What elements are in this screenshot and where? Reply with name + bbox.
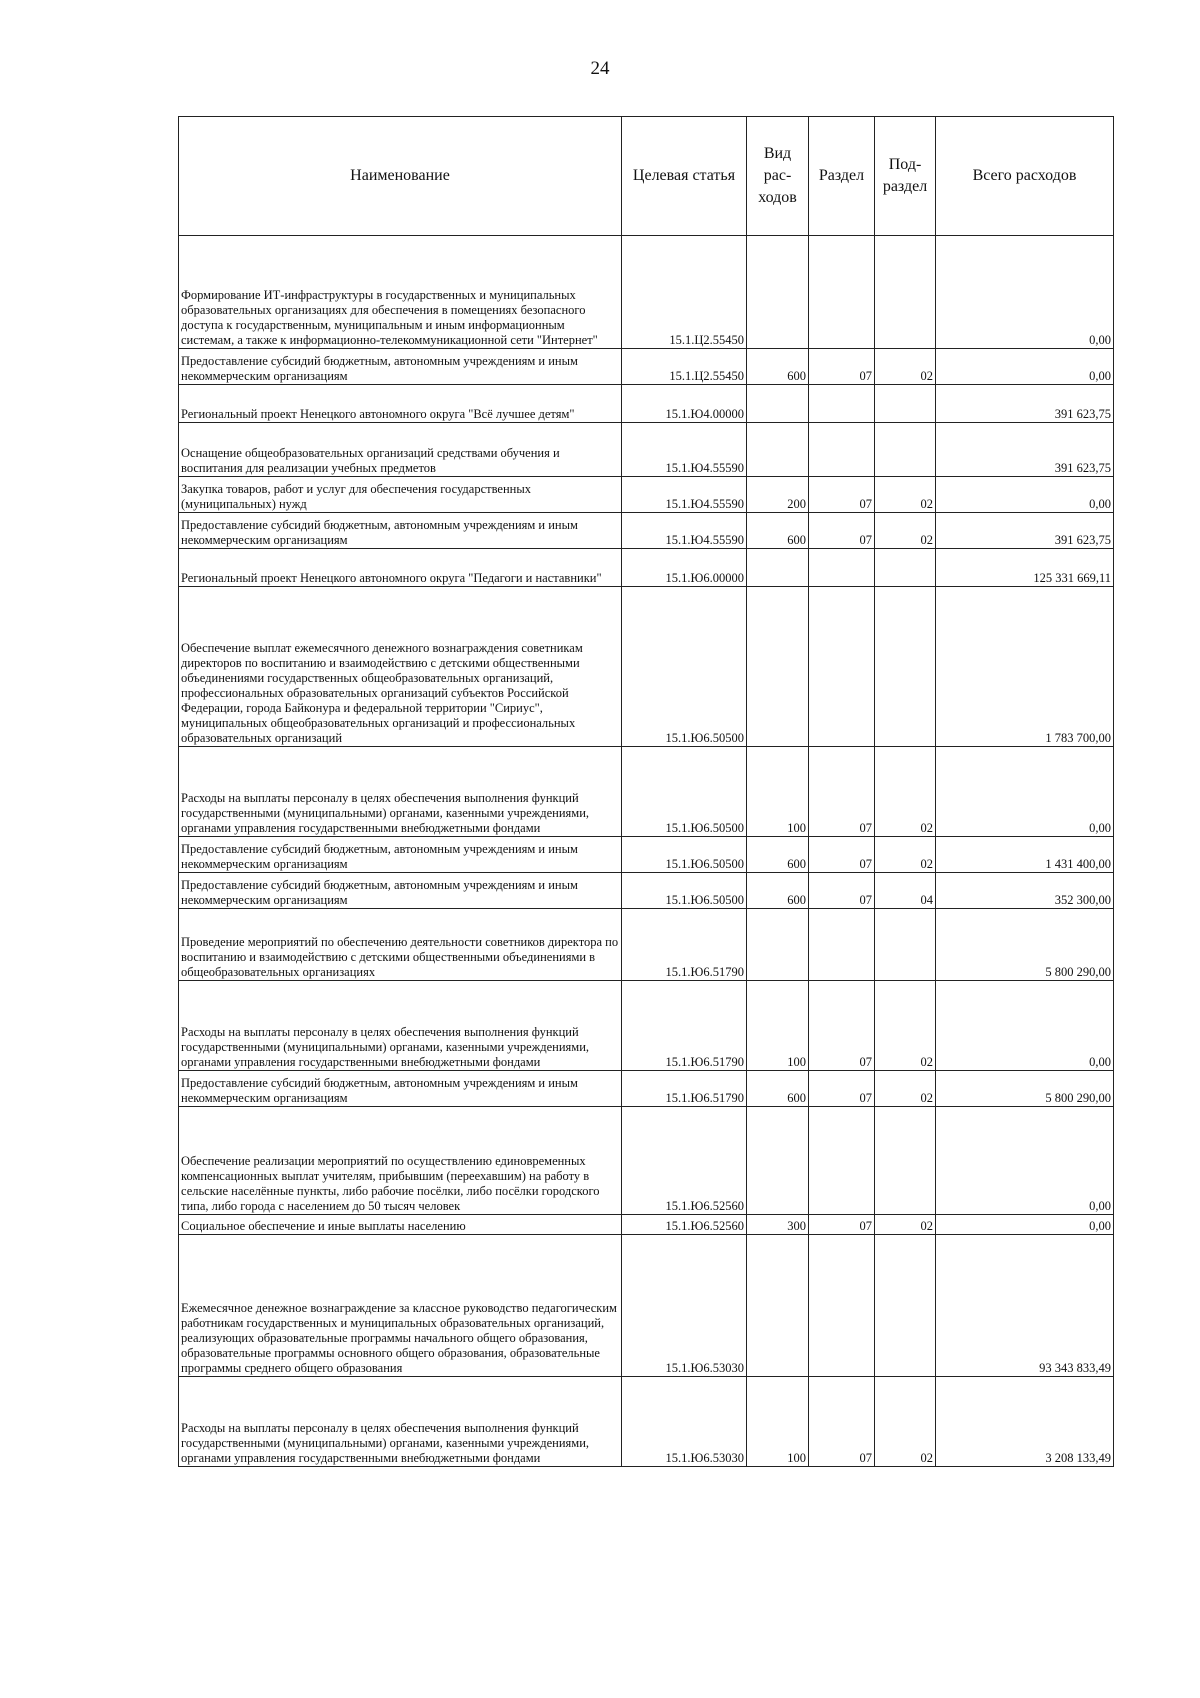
table-row (179, 981, 1114, 1071)
row-podrazdel (875, 909, 936, 981)
row-total: 125 331 669,11 (936, 549, 1114, 587)
row-name: Обеспечение реализации мероприятий по осуществлению единовременных компенсационных выплат учителям, прибывшим (переехавшим) на работу в сельские населённые пункты, либо рабочие посёлки, либо посёлки городского типа, либо города с населением до 50 тысяч человек (179, 1107, 622, 1215)
row-razdel (809, 1235, 875, 1377)
table-row (179, 513, 1114, 549)
row-razdel: 07 (809, 1377, 875, 1467)
row-vid: 200 (747, 477, 809, 513)
row-podrazdel: 04 (875, 873, 936, 909)
row-vid: 600 (747, 873, 809, 909)
row-razdel: 07 (809, 513, 875, 549)
row-razdel: 07 (809, 873, 875, 909)
row-total: 0,00 (936, 1215, 1114, 1235)
row-total: 1 431 400,00 (936, 837, 1114, 873)
table-row (179, 477, 1114, 513)
row-razdel: 07 (809, 981, 875, 1071)
row-name: Оснащение общеобразовательных организаций средствами обучения и воспитания для реализации учебных предметов (179, 423, 622, 477)
row-vid (747, 423, 809, 477)
row-name: Социальное обеспечение и иные выплаты населению (179, 1215, 622, 1235)
row-podrazdel (875, 236, 936, 349)
page-number: 24 (590, 58, 610, 79)
row-razdel: 07 (809, 1215, 875, 1235)
row-podrazdel (875, 1235, 936, 1377)
row-razdel (809, 587, 875, 747)
row-podrazdel (875, 549, 936, 587)
row-razdel (809, 423, 875, 477)
row-vid: 100 (747, 747, 809, 837)
row-razdel: 07 (809, 349, 875, 385)
row-name: Закупка товаров, работ и услуг для обеспечения государственных (муниципальных) нужд (179, 477, 622, 513)
row-name: Региональный проект Ненецкого автономного округа "Всё лучшее детям" (179, 385, 622, 423)
row-name: Предоставление субсидий бюджетным, автономным учреждениям и иным некоммерческим организациям (179, 837, 622, 873)
table-row (179, 423, 1114, 477)
row-razdel: 07 (809, 1071, 875, 1107)
row-vid: 600 (747, 349, 809, 385)
row-podrazdel: 02 (875, 349, 936, 385)
row-code: 15.1.Ю6.50500 (622, 837, 747, 873)
row-total: 391 623,75 (936, 385, 1114, 423)
row-name: Расходы на выплаты персоналу в целях обеспечения выполнения функций государственными (муниципальными) органами, казенными учреждениями, органами управления государственными внебюджетными фондами (179, 981, 622, 1071)
table-row (179, 1377, 1114, 1467)
row-razdel (809, 1107, 875, 1215)
row-code: 15.1.Ю6.51790 (622, 981, 747, 1071)
row-code: 15.1.Ц2.55450 (622, 236, 747, 349)
header-podrazdel: Под-раздел (875, 117, 936, 236)
row-code: 15.1.Ю4.55590 (622, 477, 747, 513)
row-total: 0,00 (936, 747, 1114, 837)
budget-table (178, 116, 1114, 1467)
row-podrazdel: 02 (875, 477, 936, 513)
row-code: 15.1.Ю4.00000 (622, 385, 747, 423)
row-podrazdel: 02 (875, 837, 936, 873)
row-name: Региональный проект Ненецкого автономного округа "Педагоги и наставники" (179, 549, 622, 587)
table-row (179, 1215, 1114, 1235)
table-row (179, 349, 1114, 385)
row-razdel: 07 (809, 477, 875, 513)
row-podrazdel (875, 423, 936, 477)
row-razdel: 07 (809, 837, 875, 873)
header-total: Всего расходов (936, 117, 1114, 236)
table-row (179, 837, 1114, 873)
row-name: Расходы на выплаты персоналу в целях обеспечения выполнения функций государственными (муниципальными) органами, казенными учреждениями, органами управления государственными внебюджетными фондами (179, 747, 622, 837)
row-podrazdel: 02 (875, 1377, 936, 1467)
row-name: Предоставление субсидий бюджетным, автономным учреждениям и иным некоммерческим организациям (179, 349, 622, 385)
row-vid (747, 385, 809, 423)
row-podrazdel: 02 (875, 747, 936, 837)
row-total: 0,00 (936, 477, 1114, 513)
row-code: 15.1.Ю6.52560 (622, 1215, 747, 1235)
row-podrazdel (875, 385, 936, 423)
row-name: Ежемесячное денежное вознаграждение за классное руководство педагогическим работникам государственных и муниципальных образовательных организаций, реализующих образовательные программы начального общего образования, образовательные программы основного общего образования, образовательные программы среднего общего образования (179, 1235, 622, 1377)
row-total: 391 623,75 (936, 513, 1114, 549)
row-vid (747, 909, 809, 981)
row-podrazdel: 02 (875, 1071, 936, 1107)
table-row (179, 1235, 1114, 1377)
row-code: 15.1.Ю4.55590 (622, 423, 747, 477)
row-podrazdel: 02 (875, 981, 936, 1071)
row-total: 0,00 (936, 236, 1114, 349)
row-razdel (809, 549, 875, 587)
row-podrazdel: 02 (875, 1215, 936, 1235)
row-vid: 600 (747, 1071, 809, 1107)
table-row (179, 747, 1114, 837)
row-podrazdel (875, 587, 936, 747)
header-vid: Вид рас-ходов (747, 117, 809, 236)
row-code: 15.1.Ю6.53030 (622, 1377, 747, 1467)
row-code: 15.1.Ц2.55450 (622, 349, 747, 385)
table-row (179, 236, 1114, 349)
row-name: Предоставление субсидий бюджетным, автономным учреждениям и иным некоммерческим организациям (179, 873, 622, 909)
row-total: 0,00 (936, 981, 1114, 1071)
row-name: Предоставление субсидий бюджетным, автономным учреждениям и иным некоммерческим организациям (179, 513, 622, 549)
row-code: 15.1.Ю4.55590 (622, 513, 747, 549)
row-code: 15.1.Ю6.53030 (622, 1235, 747, 1377)
row-code: 15.1.Ю6.52560 (622, 1107, 747, 1215)
row-total: 3 208 133,49 (936, 1377, 1114, 1467)
row-vid: 600 (747, 837, 809, 873)
row-vid (747, 549, 809, 587)
row-code: 15.1.Ю6.50500 (622, 873, 747, 909)
row-name: Обеспечение выплат ежемесячного денежного вознаграждения советникам директоров по воспитанию и взаимодействию с детскими общественными объединениями государственных общеобразовательных организаций, профессиональных образовательных организаций субъектов Российской Федерации, города Байконура и федеральной территории "Сириус", муниципальных общеобразовательных организаций и профессиональных образовательных организаций (179, 587, 622, 747)
row-total: 5 800 290,00 (936, 909, 1114, 981)
table-row (179, 587, 1114, 747)
row-total: 352 300,00 (936, 873, 1114, 909)
row-podrazdel (875, 1107, 936, 1215)
table-row (179, 1071, 1114, 1107)
row-razdel (809, 236, 875, 349)
row-code: 15.1.Ю6.50500 (622, 747, 747, 837)
row-code: 15.1.Ю6.51790 (622, 1071, 747, 1107)
row-vid (747, 1107, 809, 1215)
row-name: Формирование ИТ-инфраструктуры в государственных и муниципальных образовательных организациях для обеспечения в помещениях безопасного доступа к государственным, муниципальным и иным информационным системам, а также к информационно-телекоммуникационной сети "Интернет" (179, 236, 622, 349)
row-name: Расходы на выплаты персоналу в целях обеспечения выполнения функций государственными (муниципальными) органами, казенными учреждениями, органами управления государственными внебюджетными фондами (179, 1377, 622, 1467)
row-code: 15.1.Ю6.00000 (622, 549, 747, 587)
table-row (179, 909, 1114, 981)
row-razdel (809, 909, 875, 981)
row-vid: 100 (747, 981, 809, 1071)
row-razdel: 07 (809, 747, 875, 837)
row-total: 1 783 700,00 (936, 587, 1114, 747)
row-code: 15.1.Ю6.50500 (622, 587, 747, 747)
header-name: Наименование (179, 117, 622, 236)
row-total: 391 623,75 (936, 423, 1114, 477)
table-row (179, 873, 1114, 909)
row-razdel (809, 385, 875, 423)
row-total: 0,00 (936, 349, 1114, 385)
row-name: Проведение мероприятий по обеспечению деятельности советников директора по воспитанию и взаимодействию с детскими общественными объединениями в общеобразовательных организациях (179, 909, 622, 981)
row-total: 0,00 (936, 1107, 1114, 1215)
table-row (179, 1107, 1114, 1215)
row-vid: 600 (747, 513, 809, 549)
row-code: 15.1.Ю6.51790 (622, 909, 747, 981)
row-vid (747, 1235, 809, 1377)
table-header-row (179, 117, 1114, 236)
row-total: 93 343 833,49 (936, 1235, 1114, 1377)
row-vid (747, 236, 809, 349)
row-vid: 100 (747, 1377, 809, 1467)
row-name: Предоставление субсидий бюджетным, автономным учреждениям и иным некоммерческим организациям (179, 1071, 622, 1107)
row-vid: 300 (747, 1215, 809, 1235)
header-razdel: Раздел (809, 117, 875, 236)
row-total: 5 800 290,00 (936, 1071, 1114, 1107)
row-vid (747, 587, 809, 747)
table-row (179, 385, 1114, 423)
header-code: Целевая статья (622, 117, 747, 236)
table-row (179, 549, 1114, 587)
row-podrazdel: 02 (875, 513, 936, 549)
